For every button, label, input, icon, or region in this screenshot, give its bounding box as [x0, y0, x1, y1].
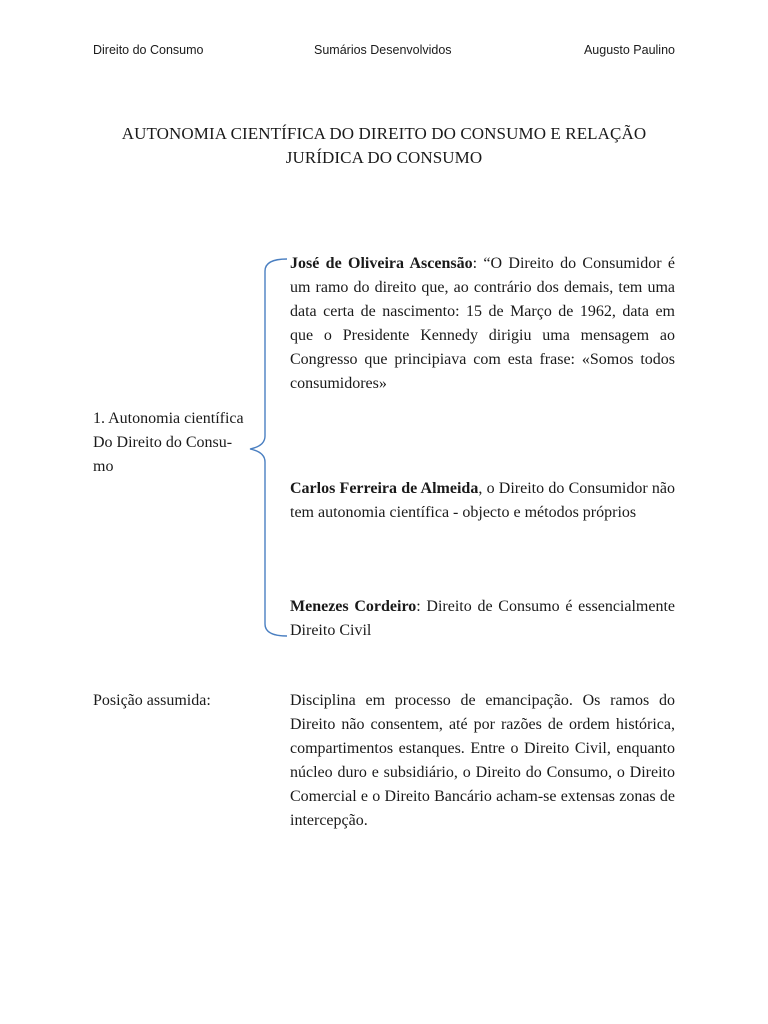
- opinion-author: Menezes Cordeiro: [290, 598, 417, 615]
- opinion-text: , o Direito do Consumidor não tem autonomia científica - objecto e métodos próprios: [290, 480, 676, 521]
- section-label-line-3: mo: [93, 458, 114, 475]
- section-label-line-2: Do Direito do Consu-: [93, 434, 233, 451]
- title-line-2: JURÍDICA DO CONSUMO: [285, 148, 483, 167]
- opinion-author: Carlos Ferreira de Almeida: [290, 480, 479, 497]
- opinion-text: : Direito de Consumo é essencialmente Direito Civil: [290, 598, 676, 639]
- position-text: Disciplina em processo de emancipação. Os ramos do Direito não consentem, até por razões de ordem histórica, compartimentos estanques. Entre o Direito Civil, enquanto núcleo duro e subsidiário, o Direito do Consumo, o Direito Comercial e o Direito Bancário acham-se extensas zonas de intercepção.: [290, 692, 675, 829]
- opinion-text: : “O Direito do Consumidor é um ramo do direito que, ao contrário dos demais, tem uma data certa de nascimento: 15 de Março de 1962, data em que o Presidente Kennedy dirigiu uma mensagem ao Congresso que principiava com esta frase: «Somos todos consumidores»: [290, 255, 675, 392]
- position-label: Posição assumida:: [93, 692, 211, 709]
- opinion-almeida: [290, 477, 675, 525]
- section-label-line-1: 1. Autonomia científica: [93, 410, 244, 427]
- opinion-ascensao: [290, 252, 675, 396]
- opinion-author: José de Oliveira Ascensão: [290, 255, 473, 272]
- title-line-1: AUTONOMIA CIENTÍFICA DO DIREITO DO CONSUMO E RELAÇÃO: [121, 124, 647, 143]
- header-author: Augusto Paulino: [583, 43, 675, 57]
- opinion-cordeiro: [290, 595, 675, 643]
- header-document-type: Sumários Desenvolvidos: [314, 43, 452, 57]
- section-label: [93, 407, 268, 479]
- header-course-name: Direito do Consumo: [93, 43, 204, 57]
